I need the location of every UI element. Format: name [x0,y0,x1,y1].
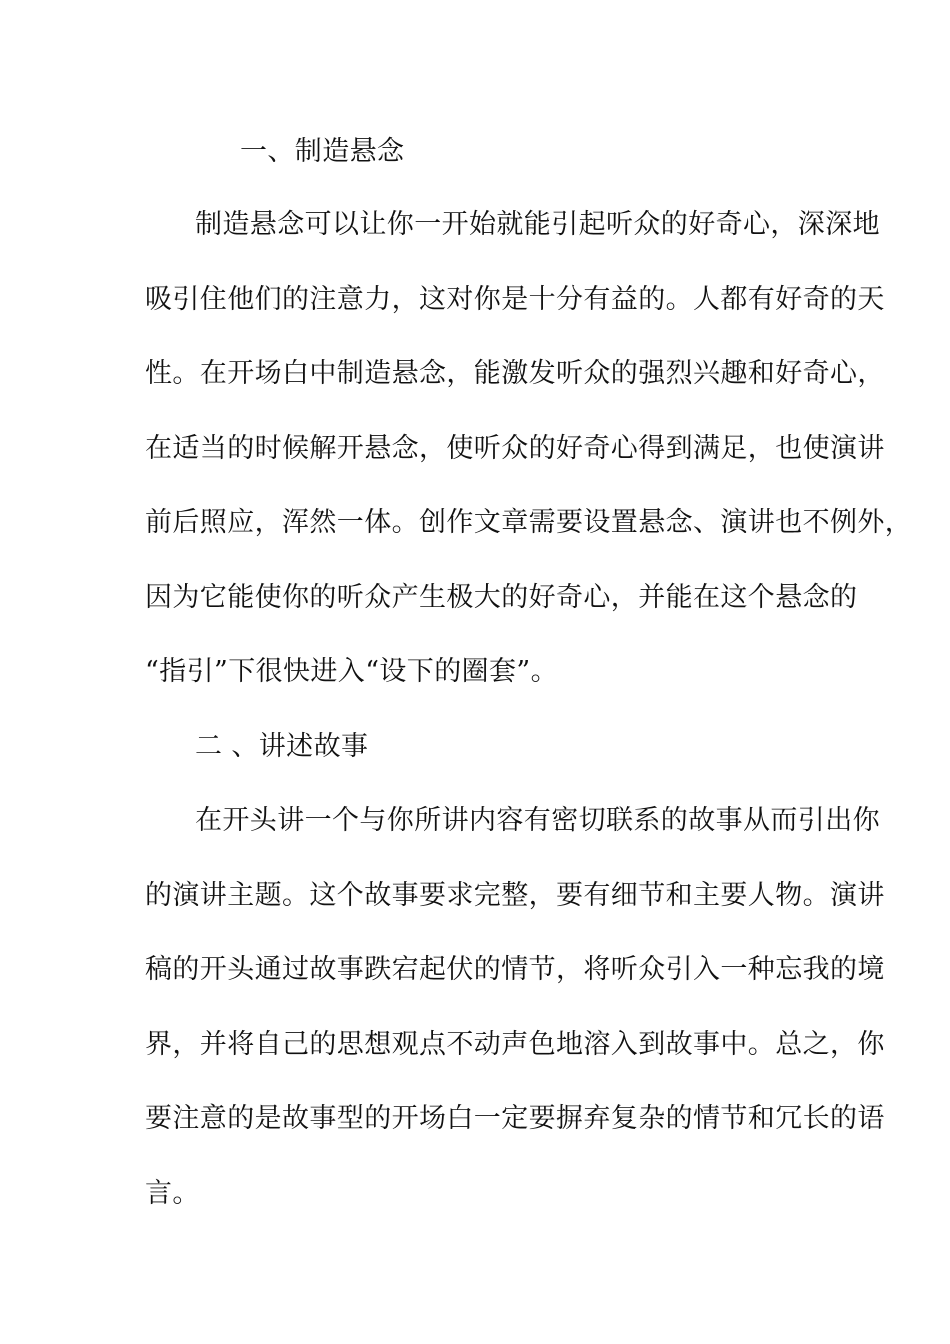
section-2-paragraph-line-5: 要注意的是故事型的开场白一定要摒弃复杂的情节和冗长的语 [145,1103,885,1134]
section-2-paragraph-line-2: 的演讲主题。这个故事要求完整，要有细节和主要人物。演讲 [145,880,885,911]
section-1-paragraph-line-5: 前后照应，浑然一体。创作文章需要设置悬念、演讲也不例外， [145,507,913,538]
section-2-paragraph-line-1: 在开头讲一个与你所讲内容有密切联系的故事从而引出你 [195,805,880,836]
section-1-heading: 一、制造悬念 [240,136,405,167]
section-2-paragraph-line-6: 言。 [145,1178,200,1209]
section-1-paragraph-line-6: 因为它能使你的听众产生极大的好奇心，并能在这个悬念的 [145,582,858,613]
section-1-paragraph-line-1: 制造悬念可以让你一开始就能引起听众的好奇心，深深地 [195,209,880,240]
section-1-paragraph-line-2: 吸引住他们的注意力，这对你是十分有益的。人都有好奇的天 [145,284,885,315]
section-2-paragraph-line-3: 稿的开头通过故事跌宕起伏的情节，将听众引入一种忘我的境 [145,954,885,985]
section-2-paragraph-line-4: 界，并将自己的思想观点不动声色地溶入到故事中。总之，你 [145,1029,885,1060]
section-1-paragraph-line-4: 在适当的时候解开悬念，使听众的好奇心得到满足，也使演讲 [145,433,885,464]
section-1-paragraph-line-3: 性。在开场白中制造悬念，能激发听众的强烈兴趣和好奇心， [145,358,885,389]
section-1-paragraph-line-7: “指引”下很快进入“设下的圈套”。 [145,656,559,687]
section-2-heading: 二 、讲述故事 [195,731,369,762]
